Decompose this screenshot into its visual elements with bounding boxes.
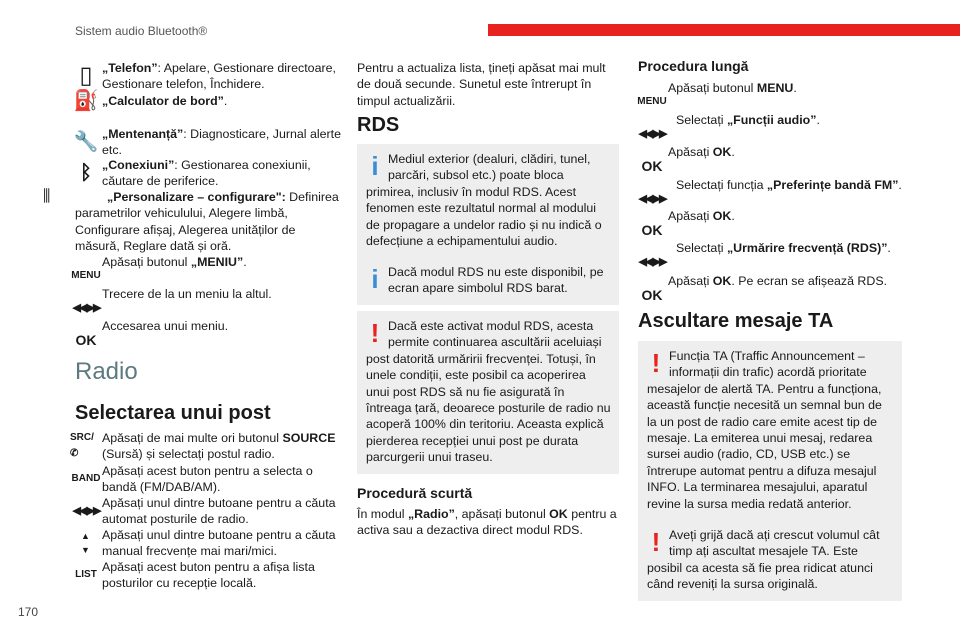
fuel-pump-icon: ⛽: [73, 90, 99, 112]
bold-text: OK: [549, 507, 568, 521]
page-number: 170: [18, 605, 39, 619]
step: [636, 273, 906, 303]
text: Selectați: [676, 113, 727, 127]
text: .: [887, 241, 891, 255]
menu-button-icon: MENU: [637, 96, 667, 107]
header-accent-bar: [488, 24, 960, 36]
text: Apăsați acest buton pentru a selecta o bandă (FM/DAB/AM).: [102, 464, 313, 495]
seek-arrows-icon: ◀◀ ▶▶: [72, 505, 100, 518]
menu-button-row: [70, 254, 350, 284]
bold-text: „Radio”: [407, 507, 455, 521]
item-text: Definirea parametrilor vehiculului, Alegere limbă, Configurare afișaj, Alegerea unităților de măsură, Reglare dată și oră.: [75, 190, 339, 254]
bold-text: „Preferințe bandă FM”: [766, 178, 899, 192]
ok-button-icon: OK: [641, 222, 663, 238]
menu-item-mentenanta: [70, 126, 350, 159]
list-button-icon: LIST: [75, 569, 97, 581]
band-button-icon: BAND: [71, 473, 101, 485]
item-name: „Personalizare – configurare":: [107, 190, 286, 204]
bold-text: MENU: [756, 81, 794, 95]
text: Accesarea unui meniu.: [102, 319, 229, 333]
section-title-rds: RDS: [357, 114, 400, 136]
item-text: .: [223, 94, 228, 108]
phone-icon: ▯: [79, 62, 93, 90]
ok-button-icon: OK: [641, 158, 663, 174]
info-icon: i: [371, 264, 379, 294]
item-name: „Telefon”: [102, 61, 158, 75]
step: [636, 144, 906, 174]
text: .: [243, 255, 247, 269]
item-name: „Mentenanță”: [102, 127, 184, 141]
step: [636, 208, 906, 238]
note-text: Mediul exterior (dealuri, clădiri, tunel, parcări, subsol etc.) poate bloca primirea, inclusiv în modul RDS. Acest fenomen este rezultatul normal al modului de propagare a undelor radio și nu indică o defecțiune a echipamentului audio.: [366, 152, 602, 249]
bold-text: OK: [712, 274, 732, 288]
warning-note: [638, 341, 902, 520]
text: Trecere de la un meniu la altul.: [102, 287, 272, 301]
text: Apăsați: [668, 274, 713, 288]
note-text: Aveți grijă dacă ați crescut volumul cât timp ați ascultat mesajele TA. Este posibil ca acesta să fie prea ridicat atunci când reveniți la sursa originală.: [647, 528, 880, 592]
menu-item-personalizare: [43, 188, 343, 255]
text: Apăsați unul dintre butoane pentru a căuta manual frecvențe mai mari/mici.: [102, 528, 336, 559]
text: .: [731, 209, 735, 223]
seek-arrows-icon: ◀◀ ▶▶: [638, 256, 666, 268]
text: Selectați: [676, 241, 727, 255]
subsection-title-long: Procedura lungă: [638, 58, 749, 74]
up-down-arrows-icon: ▲▼: [81, 531, 90, 556]
seek-arrows-icon: ◀◀ ▶▶: [72, 302, 100, 314]
warning-icon: !: [651, 348, 661, 378]
text: În modul: [357, 507, 408, 521]
header-title: Sistem audio Bluetooth®: [75, 24, 208, 38]
bold-text: „Funcții audio”: [726, 113, 817, 127]
bold-text: OK: [712, 145, 732, 159]
select-item: [70, 559, 350, 592]
short-procedure-text: [357, 506, 622, 539]
bold-text: „MENIU”: [190, 255, 244, 269]
text: pentru a activa sau a dezactiva direct modul RDS.: [357, 507, 617, 538]
info-icon: i: [371, 151, 379, 181]
step: [636, 240, 906, 270]
item-text: : Diagnosticare, Jurnal alerte etc.: [102, 127, 341, 158]
bluetooth-icon: ᛒ: [80, 162, 92, 185]
section-title-radio: Radio: [75, 358, 138, 385]
text: , apăsați butonul: [454, 507, 550, 521]
text: (Sursă) și selectați postul radio.: [102, 447, 275, 462]
item-text: : Gestionarea conexiunii, căutare de periferice.: [102, 158, 311, 189]
note-text: Dacă este activat modul RDS, acesta permite continuarea ascultării aceluiași post datorită urmăririi frecvenței. Totuși, în unele condiții, este posibil ca acoperirea unui post RDS să nu fie asigurată în întreaga țară, deoarece posturile de radio nu acoperă 100% din teritoriu. Aceasta explică pierderea recepției unui post pe durata parcurgerii unui traseu.: [366, 319, 611, 465]
text: .: [731, 145, 735, 159]
step: [636, 177, 906, 207]
subsection-title-short: Procedură scurtă: [357, 485, 473, 501]
bold-text: SOURCE: [282, 431, 336, 445]
select-item: [70, 430, 350, 463]
text: . Pe ecran se afișează RDS.: [731, 274, 888, 288]
info-note: [357, 144, 619, 257]
ok-button-icon: OK: [75, 332, 97, 348]
warning-note: [638, 520, 902, 601]
bold-text: OK: [712, 209, 732, 223]
step: [636, 112, 906, 142]
text: Apăsați butonul: [668, 81, 757, 95]
text: .: [793, 81, 797, 95]
seek-arrows-icon: ◀◀ ▶▶: [638, 128, 666, 140]
info-note: [357, 257, 619, 305]
arrows-button-row: [70, 286, 350, 316]
item-name: „Conexiuni”: [102, 158, 175, 172]
ok-button-row: [70, 318, 350, 348]
step: [636, 80, 906, 110]
source-button-icon: SRC/✆: [70, 432, 94, 460]
select-item: [70, 527, 350, 560]
seek-arrows-icon: ◀◀ ▶▶: [638, 193, 666, 205]
note-text: Funcția TA (Traffic Announcement – informații din trafic) acordă prioritate mesajelor de alertă TA. Pentru a funcționa, această funcție necesită un semnal bun de la un post de radio care emite acest tip de mesaje. La emiterea unui mesaj, redarea sursei audio (radio, CD, USB etc.) se întrerupe automat pentru a difuza mesajul INFO. La terminarea mesajului, aparatul revine la sursa media redată anterior.: [647, 349, 882, 511]
settings-sliders-icon: ⫼: [43, 188, 51, 205]
text: .: [898, 178, 902, 192]
menu-item-telefon: [70, 60, 350, 93]
menu-item-conexiuni: [70, 157, 350, 190]
intro-text: Pentru a actualiza lista, țineți apăsat mai mult de două secunde. Sunetul este întrerupt în timpul actualizării.: [357, 61, 606, 108]
text: Apăsați: [668, 209, 713, 223]
item-name: „Calculator de bord”: [102, 94, 224, 108]
text: Selectați funcția: [676, 178, 767, 192]
bold-text: „Urmărire frecvență (RDS)”: [726, 241, 888, 255]
wrench-icon: 🔧: [73, 131, 99, 154]
menu-item-calculator: [70, 90, 350, 112]
text: Apăsați acest buton pentru a afișa lista posturilor cu recepție locală.: [102, 560, 315, 591]
warning-icon: !: [651, 527, 661, 557]
section-title-ta: Ascultare mesaje TA: [638, 310, 834, 332]
ok-button-icon: OK: [641, 287, 663, 303]
note-text: Dacă modul RDS nu este disponibil, pe ecran apare simbolul RDS barat.: [388, 265, 604, 296]
select-item: [70, 495, 350, 528]
text: Apăsați: [668, 145, 713, 159]
text: Apăsați butonul: [102, 255, 191, 269]
subsection-title-select: Selectarea unui post: [75, 402, 271, 424]
select-item: [70, 463, 350, 496]
item-text: : Apelare, Gestionare directoare, Gestionare telefon, Închidere.: [102, 61, 336, 92]
text: .: [816, 113, 820, 127]
text: Apăsați unul dintre butoane pentru a căuta automat posturile de radio.: [102, 496, 336, 527]
text: Apăsați de mai multe ori butonul: [102, 431, 283, 445]
warning-note: [357, 311, 619, 474]
warning-icon: !: [370, 318, 380, 348]
menu-button-icon: MENU: [71, 270, 101, 281]
